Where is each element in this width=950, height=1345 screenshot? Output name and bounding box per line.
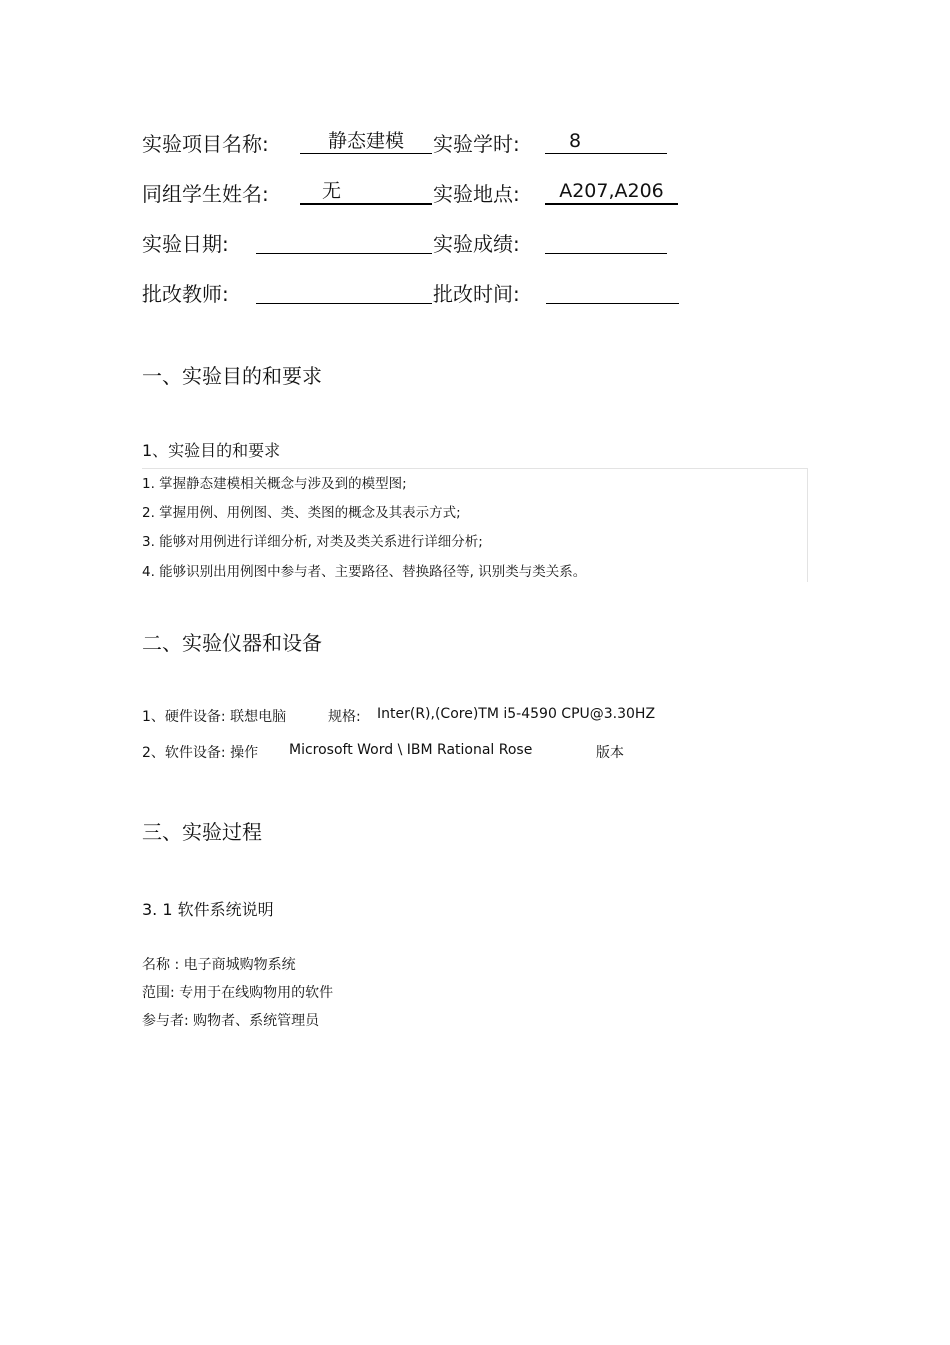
location-value: A207,A206 — [545, 179, 678, 205]
teacher-label: 批改教师: — [142, 282, 229, 306]
hours-label: 实验学时: — [433, 132, 520, 156]
section3-title: 三、实验过程 — [142, 820, 262, 844]
hours-value — [545, 129, 667, 154]
score-label: 实验成绩: — [433, 232, 520, 256]
section1-title: 一、实验目的和要求 — [142, 364, 322, 388]
objective-item-4: 4. 能够识别出用例图中参与者、主要路径、替换路径等, 识别类与类关系。 — [142, 564, 587, 580]
teacher-value — [256, 279, 432, 304]
software-label: 2、软件设备: 操作 — [142, 745, 259, 761]
project-name-label: 实验项目名称: — [142, 132, 269, 156]
review-time-label: 批改时间: — [433, 282, 520, 306]
objective-item-1: 1. 掌握静态建模相关概念与涉及到的模型图; — [142, 476, 407, 492]
hardware-spec-label: 规格: — [328, 709, 361, 725]
date-value — [256, 229, 432, 254]
group-label: 同组学生姓名: — [142, 182, 269, 206]
system-name-line: 名称 : 电子商城购物系统 — [142, 957, 296, 973]
software-value: Microsoft Word \ IBM Rational Rose — [289, 742, 533, 758]
hours-value-text: 8 — [569, 130, 582, 152]
date-label: 实验日期: — [142, 232, 229, 256]
system-scope-line: 范围: 专用于在线购物用的软件 — [142, 985, 334, 1001]
group-value — [300, 179, 432, 205]
project-name-value: 静态建模 — [300, 129, 432, 154]
objective-item-2: 2. 掌握用例、用例图、类、类图的概念及其表示方式; — [142, 505, 461, 521]
score-value — [545, 229, 667, 254]
system-actors-line: 参与者: 购物者、系统管理员 — [142, 1013, 320, 1029]
group-value-text: 无 — [322, 180, 342, 202]
section2-title: 二、实验仪器和设备 — [142, 631, 322, 655]
software-suffix: 版本 — [596, 745, 624, 761]
section1-subtitle: 1、实验目的和要求 — [142, 441, 281, 460]
review-time-value — [546, 279, 679, 304]
objective-item-3: 3. 能够对用例进行详细分析, 对类及类关系进行详细分析; — [142, 534, 483, 550]
hardware-spec-value: Inter(R),(Core)TM i5-4590 CPU@3.30HZ — [377, 706, 656, 722]
hardware-label: 1、硬件设备: 联想电脑 — [142, 709, 287, 725]
section3-subtitle: 3. 1 软件系统说明 — [142, 900, 274, 919]
location-label: 实验地点: — [433, 182, 520, 206]
